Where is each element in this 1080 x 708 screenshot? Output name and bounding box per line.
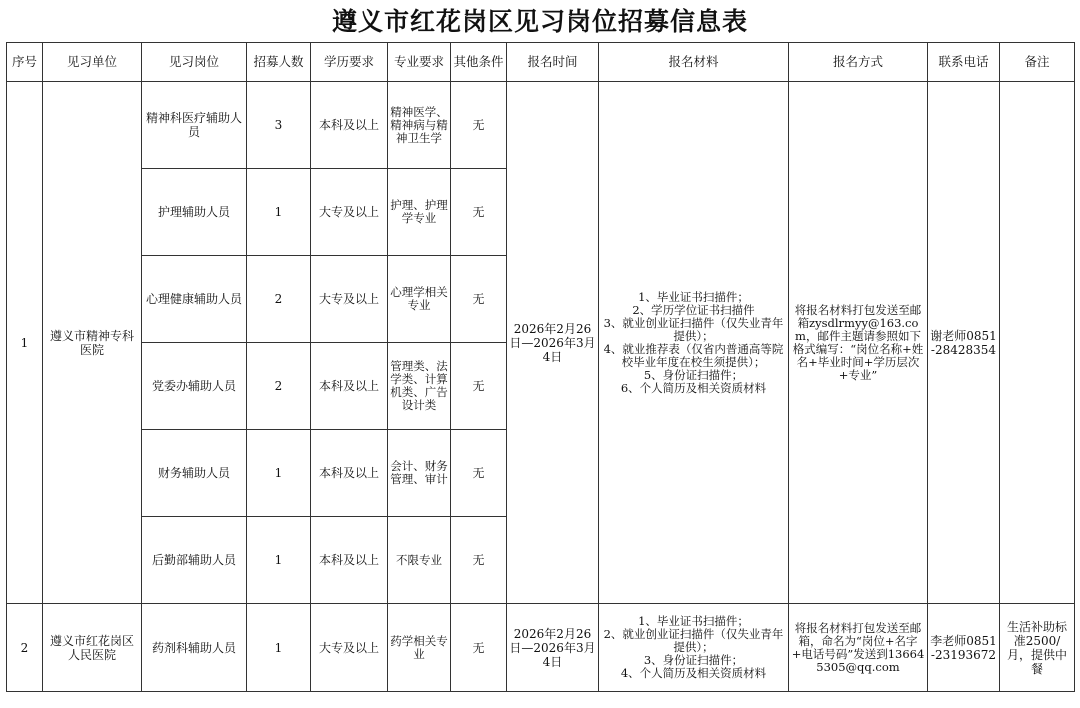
header-time: 报名时间 xyxy=(507,43,599,82)
other-cell: 无 xyxy=(451,343,507,430)
post-cell: 后勤部辅助人员 xyxy=(142,517,247,604)
post-cell: 财务辅助人员 xyxy=(142,430,247,517)
material-item: 2、学历学位证书扫描件 xyxy=(632,302,755,317)
major-cell: 精神医学、精神病与精神卫生学 xyxy=(388,82,451,169)
post-cell: 药剂科辅助人员 xyxy=(142,604,247,692)
header-phone: 联系电话 xyxy=(928,43,1000,82)
materials-cell xyxy=(599,82,789,604)
header-count: 招募人数 xyxy=(247,43,311,82)
material-item: 1、毕业证书扫描件； xyxy=(638,289,749,304)
count-cell: 2 xyxy=(247,256,311,343)
other-cell: 无 xyxy=(451,517,507,604)
major-cell: 会计、财务管理、审计 xyxy=(388,430,451,517)
education-cell: 本科及以上 xyxy=(311,517,388,604)
major-cell: 不限专业 xyxy=(388,517,451,604)
major-cell: 药学相关专业 xyxy=(388,604,451,692)
header-major: 专业要求 xyxy=(388,43,451,82)
count-cell: 1 xyxy=(247,517,311,604)
phone-cell: 谢老师0851-28428354 xyxy=(928,82,1000,604)
material-item: 1、毕业证书扫描件； xyxy=(638,614,749,628)
table-row xyxy=(7,604,1075,692)
phone-cell: 李老师0851-23193672 xyxy=(928,604,1000,692)
count-cell: 2 xyxy=(247,343,311,430)
education-cell: 大专及以上 xyxy=(311,604,388,692)
education-cell: 本科及以上 xyxy=(311,343,388,430)
seq-cell: 2 xyxy=(7,604,43,692)
count-cell: 1 xyxy=(247,604,311,692)
time-cell: 2026年2月26日—2026年3月4日 xyxy=(507,604,599,692)
count-cell: 3 xyxy=(247,82,311,169)
other-cell: 无 xyxy=(451,82,507,169)
header-remark: 备注 xyxy=(1000,43,1075,82)
post-cell: 党委办辅助人员 xyxy=(142,343,247,430)
material-item: 4、就业推荐表（仅省内普通高等院校毕业年度在校生须提供）； xyxy=(603,341,784,369)
header-materials: 报名材料 xyxy=(599,43,789,82)
seq-cell: 1 xyxy=(7,82,43,604)
time-cell: 2026年2月26日—2026年3月4日 xyxy=(507,82,599,604)
major-cell: 护理、护理学专业 xyxy=(388,169,451,256)
header-row xyxy=(7,43,1075,82)
remark-cell: 生活补助标准2500/月，提供中餐 xyxy=(1000,604,1075,692)
material-item: 3、身份证扫描件； xyxy=(643,653,744,667)
education-cell: 大专及以上 xyxy=(311,169,388,256)
header-seq: 序号 xyxy=(7,43,43,82)
education-cell: 本科及以上 xyxy=(311,430,388,517)
count-cell: 1 xyxy=(247,430,311,517)
other-cell: 无 xyxy=(451,169,507,256)
table-row xyxy=(7,82,1075,169)
education-cell: 本科及以上 xyxy=(311,82,388,169)
header-post: 见习岗位 xyxy=(142,43,247,82)
other-cell: 无 xyxy=(451,604,507,692)
header-education: 学历要求 xyxy=(311,43,388,82)
unit-name-cell: 遵义市精神专科医院 xyxy=(43,82,142,604)
post-cell: 护理辅助人员 xyxy=(142,169,247,256)
other-cell: 无 xyxy=(451,430,507,517)
header-unit: 见习单位 xyxy=(43,43,142,82)
major-cell: 管理类、法学类、计算机类、广告设计类 xyxy=(388,343,451,430)
header-method: 报名方式 xyxy=(789,43,928,82)
count-cell: 1 xyxy=(247,169,311,256)
remark-cell xyxy=(1000,82,1075,604)
education-cell: 大专及以上 xyxy=(311,256,388,343)
post-cell: 精神科医疗辅助人员 xyxy=(142,82,247,169)
unit-name-cell: 遵义市红花岗区人民医院 xyxy=(43,604,142,692)
material-item: 3、就业创业证扫描件（仅失业青年提供）； xyxy=(603,315,784,343)
material-item: 5、身份证扫描件； xyxy=(643,367,744,382)
post-cell: 心理健康辅助人员 xyxy=(142,256,247,343)
recruitment-table xyxy=(6,42,1075,692)
material-item: 4、个人简历及相关资质材料 xyxy=(620,666,767,680)
method-cell: 将报名材料打包发送至邮箱zysdlrmyy@163.com，邮件主题请参照如下格式编写：“岗位名称+姓名+毕业时间+学历层次+专业” xyxy=(789,82,928,604)
major-cell: 心理学相关专业 xyxy=(388,256,451,343)
material-item: 2、就业创业证扫描件（仅失业青年提供）； xyxy=(603,627,784,654)
method-cell: 将报名材料打包发送至邮箱，命名为“岗位+名字+电话号码”发送到136645305@qq.com xyxy=(789,604,928,692)
page-title: 遵义市红花岗区见习岗位招募信息表 xyxy=(331,7,748,36)
material-item: 6、个人简历及相关资质材料 xyxy=(620,380,767,395)
materials-cell xyxy=(599,604,789,692)
header-other: 其他条件 xyxy=(451,43,507,82)
other-cell: 无 xyxy=(451,256,507,343)
